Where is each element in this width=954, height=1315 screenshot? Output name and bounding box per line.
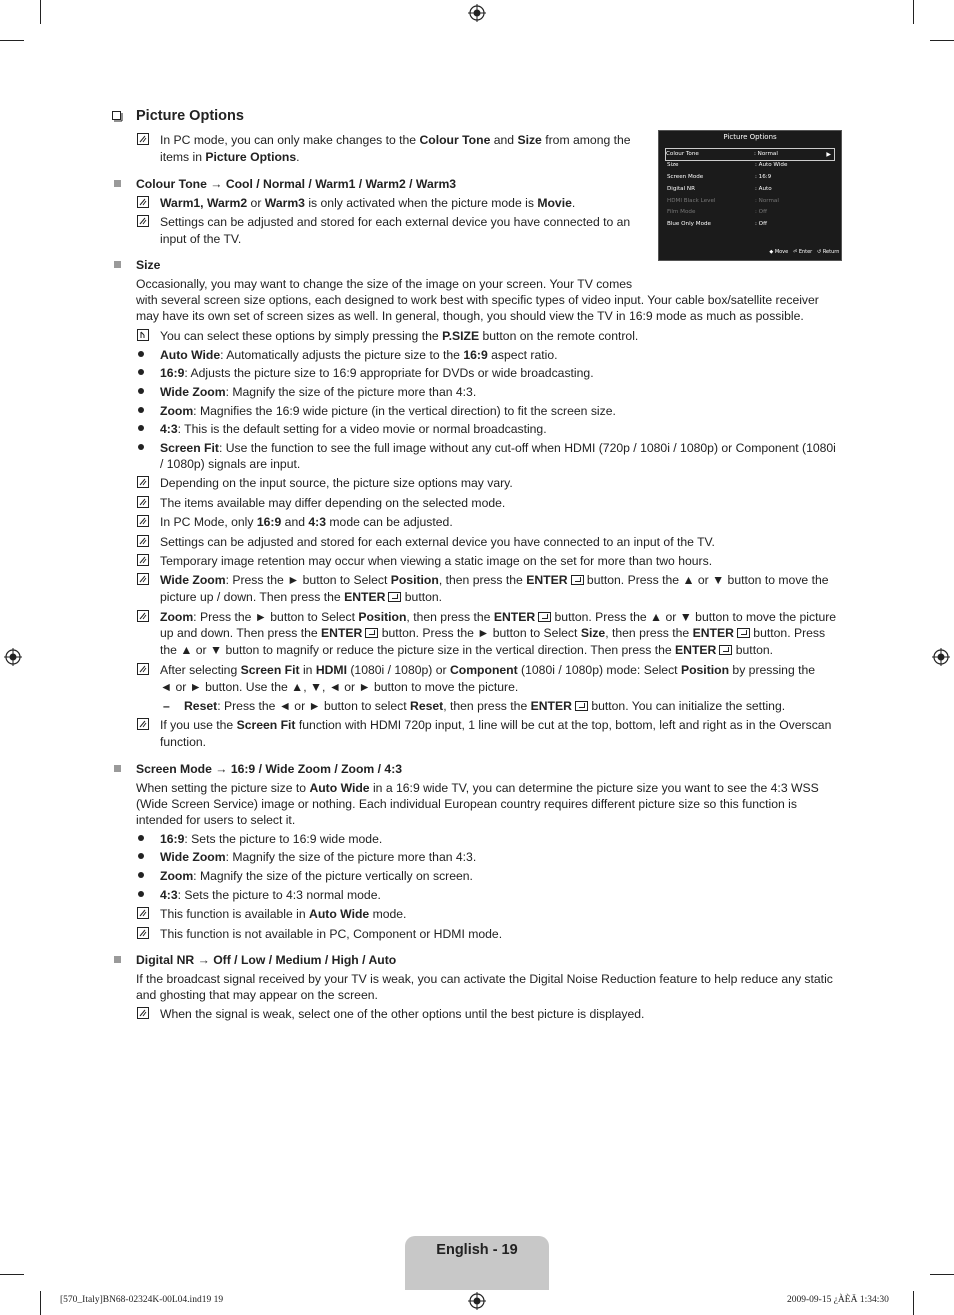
- section-square-bullet: [114, 765, 121, 772]
- crop-mark: [913, 1291, 914, 1315]
- size-note-zoom-cont: up and down. Then press the ENTER button. Press the ► button to Select Size, then press the ENTER button. Press: [160, 626, 826, 640]
- bullet-dot: [138, 407, 144, 413]
- osd-row-colour-tone[interactable]: Colour Tone : Normal ▶: [665, 148, 835, 161]
- enter-icon: ⏎: [793, 249, 798, 255]
- size-bullet-auto-wide: Auto Wide: Automatically adjusts the picture size to the 16:9 aspect ratio.: [160, 348, 558, 362]
- section-title: Picture Options: [136, 108, 244, 124]
- enter-icon: [719, 645, 732, 655]
- digital-nr-paragraph-line: and ghosting that may appear on the screen.: [136, 988, 378, 1002]
- size-paragraph-line: with several screen size options, each designed to work best with specific types of video input. Your cable box/satellite receiver: [136, 293, 819, 307]
- size-bullet-4-3: 4:3: This is the default setting for a video movie or normal broadcasting.: [160, 422, 547, 436]
- note-icon: [137, 496, 149, 508]
- crop-mark: [930, 40, 954, 41]
- osd-row-screen-mode[interactable]: Screen Mode : 16:9: [667, 174, 772, 180]
- registration-mark-icon: [468, 4, 486, 22]
- note-icon: [137, 1007, 149, 1019]
- colour-tone-heading: Colour Tone → Cool / Normal / Warm1 / Warm2 / Warm3: [136, 177, 457, 191]
- picture-options-osd: [658, 130, 842, 261]
- colour-tone-note1: Warm1, Warm2 or Warm3 is only activated when the picture mode is Movie.: [160, 196, 576, 210]
- osd-row-film-mode: Film Mode : Off: [667, 209, 767, 215]
- size-bullet-zoom: Zoom: Magnifies the 16:9 wide picture (in the vertical direction) to fit the screen size.: [160, 404, 616, 418]
- registration-mark-icon: [932, 648, 950, 666]
- note-icon: [137, 718, 149, 730]
- size-note: Settings can be adjusted and stored for each external device you have connected to an input of the TV.: [160, 535, 715, 549]
- note-icon: [137, 133, 149, 145]
- crop-mark: [0, 1274, 24, 1275]
- updown-icon: ◆: [769, 249, 774, 255]
- page-number: English - 19: [436, 1242, 518, 1258]
- size-note-overscan-cont: function.: [160, 735, 207, 749]
- enter-icon: [575, 701, 588, 711]
- screen-mode-note: This function is available in Auto Wide mode.: [160, 907, 407, 921]
- print-slug-right: 2009-09-15 ¿ÀÈÄ 1:34:30: [787, 1295, 889, 1305]
- osd-row-digital-nr[interactable]: Digital NR : Auto: [667, 186, 772, 192]
- bullet-dot: [138, 853, 144, 859]
- osd-row-size[interactable]: Size : Auto Wide: [667, 162, 788, 168]
- note-icon: [137, 907, 149, 919]
- intro-note-line2: items in Picture Options.: [160, 150, 300, 164]
- note-icon: [137, 663, 149, 675]
- enter-icon: [571, 575, 584, 585]
- bullet-dot: [138, 872, 144, 878]
- digital-nr-heading: Digital NR → Off / Low / Medium / High / Auto: [136, 953, 397, 967]
- size-note-overscan: If you use the Screen Fit function with HDMI 720p input, 1 line will be cut at the top, bottom, left and right as in the Overscan: [160, 718, 832, 732]
- remote-tip-icon: [137, 329, 149, 341]
- bullet-dot: [138, 388, 144, 394]
- colour-tone-note2: Settings can be adjusted and stored for each external device you have connected to an: [160, 215, 631, 229]
- section-square-bullet: [114, 180, 121, 187]
- arrow-right-icon: ▶: [826, 151, 831, 158]
- screen-mode-bullet: 16:9: Sets the picture to 16:9 wide mode.: [160, 832, 383, 846]
- crop-mark: [40, 0, 41, 24]
- screen-mode-bullet: Wide Zoom: Magnify the size of the picture more than 4:3.: [160, 850, 477, 864]
- intro-note-line1: In PC mode, you can only make changes to the Colour Tone and Size from among the: [160, 133, 631, 147]
- size-paragraph-line: may have its own set of screen sizes as well. In general, though, you should view the TV in 16:9 mode as much as possible.: [136, 309, 804, 323]
- size-bullet-screen-fit: Screen Fit: Use the function to see the full image without any cut-off when HDMI (720p / 1080i / 1080p) or Component (1080i: [160, 441, 836, 455]
- screen-mode-paragraph-line: intended for users to select it.: [136, 813, 296, 827]
- return-icon: ↺: [817, 249, 822, 255]
- size-note-screen-fit-cont: ◄ or ► button. Use the ▲, ▼, ◄ or ► button to move the picture.: [160, 680, 519, 694]
- size-note: In PC Mode, only 16:9 and 4:3 mode can be adjusted.: [160, 515, 453, 529]
- bullet-dot: [138, 369, 144, 375]
- registration-mark-icon: [468, 1292, 486, 1310]
- note-icon: [137, 554, 149, 566]
- size-bullet-wide-zoom: Wide Zoom: Magnify the size of the picture more than 4:3.: [160, 385, 477, 399]
- enter-icon: [538, 612, 551, 622]
- size-note-wide-zoom: Wide Zoom: Press the ► button to Select Position, then press the ENTER button. Press the ▲ or ▼ button to move the: [160, 573, 829, 587]
- screen-mode-heading: Screen Mode → 16:9 / Wide Zoom / Zoom / 4:3: [136, 762, 403, 776]
- screen-mode-note: This function is not available in PC, Component or HDMI mode.: [160, 927, 503, 941]
- enter-icon: [365, 628, 378, 638]
- bullet-dot: [138, 444, 144, 450]
- crop-mark: [930, 1274, 954, 1275]
- osd-row-blue-only-mode[interactable]: Blue Only Mode : Off: [667, 221, 767, 227]
- note-icon: [137, 573, 149, 585]
- digital-nr-note: When the signal is weak, select one of the other options until the best picture is displayed.: [160, 1007, 645, 1021]
- note-icon: [137, 215, 149, 227]
- size-note: Temporary image retention may occur when viewing a static image on the set for more than two hours.: [160, 554, 713, 568]
- size-note: The items available may differ depending on the selected mode.: [160, 496, 506, 510]
- enter-icon: [388, 592, 401, 602]
- size-note-zoom-cont: the ▲ or ▼ button to magnify or reduce the picture size in the vertical direction. Then press the ENTER button.: [160, 643, 774, 657]
- note-icon: [137, 610, 149, 622]
- checkbox-square-icon: [112, 111, 123, 122]
- size-tip: You can select these options by simply pressing the P.SIZE button on the remote control.: [160, 329, 639, 343]
- size-note-screen-fit: After selecting Screen Fit in HDMI (1080i / 1080p) or Component (1080i / 1080p) mode: Select Position by pressing the: [160, 663, 816, 677]
- dash-marker: –: [163, 699, 170, 713]
- note-icon: [137, 927, 149, 939]
- size-note: Depending on the input source, the picture size options may vary.: [160, 476, 513, 490]
- bullet-dot: [138, 351, 144, 357]
- digital-nr-paragraph-line: If the broadcast signal received by your TV is weak, you can activate the Digital Noise Reduction feature to help reduce any static: [136, 972, 833, 986]
- bullet-dot: [138, 835, 144, 841]
- enter-icon: [737, 628, 750, 638]
- screen-mode-paragraph-line: (Wide Screen Service) image or nothing. Each individual European country requires different picture size so this function is: [136, 797, 797, 811]
- size-bullet-screen-fit-cont: / 1080p) signals are input.: [160, 457, 301, 471]
- screen-mode-bullet: 4:3: Sets the picture to 4:3 normal mode.: [160, 888, 381, 902]
- screen-mode-bullet: Zoom: Magnify the size of the picture vertically on screen.: [160, 869, 473, 883]
- osd-footer: ◆ Move ⏎ Enter ↺ Return: [769, 249, 840, 255]
- size-note-wide-zoom-cont: picture up / down. Then press the ENTER button.: [160, 590, 443, 604]
- size-reset-line: Reset: Press the ◄ or ► button to select Reset, then press the ENTER button. You can initialize the setting.: [184, 699, 786, 713]
- size-paragraph-line: Occasionally, you may want to change the size of the image on your screen. Your TV comes: [136, 277, 633, 291]
- size-note-zoom: Zoom: Press the ► button to Select Position, then press the ENTER button. Press the ▲ or ▼ button to move the picture: [160, 610, 837, 624]
- bullet-dot: [138, 891, 144, 897]
- registration-mark-icon: [4, 648, 22, 666]
- crop-mark: [40, 1291, 41, 1315]
- screen-mode-paragraph-line: When setting the picture size to Auto Wide in a 16:9 wide TV, you can determine the picture size you want to see the 4:3 WSS: [136, 781, 819, 795]
- size-heading: Size: [136, 258, 161, 272]
- print-slug-left: [570_Italy]BN68-02324K-00L04.ind19 19: [60, 1295, 224, 1305]
- colour-tone-note2-cont: input of the TV.: [160, 232, 242, 246]
- section-square-bullet: [114, 956, 121, 963]
- section-square-bullet: [114, 261, 121, 268]
- bullet-dot: [138, 425, 144, 431]
- note-icon: [137, 476, 149, 488]
- crop-mark: [913, 0, 914, 24]
- note-icon: [137, 196, 149, 208]
- note-icon: [137, 535, 149, 547]
- osd-row-hdmi-black-level: HDMI Black Level : Normal: [667, 198, 779, 204]
- osd-title: Picture Options: [723, 133, 777, 141]
- crop-mark: [0, 40, 24, 41]
- size-bullet-16-9: 16:9: Adjusts the picture size to 16:9 appropriate for DVDs or wide broadcasting.: [160, 366, 594, 380]
- note-icon: [137, 515, 149, 527]
